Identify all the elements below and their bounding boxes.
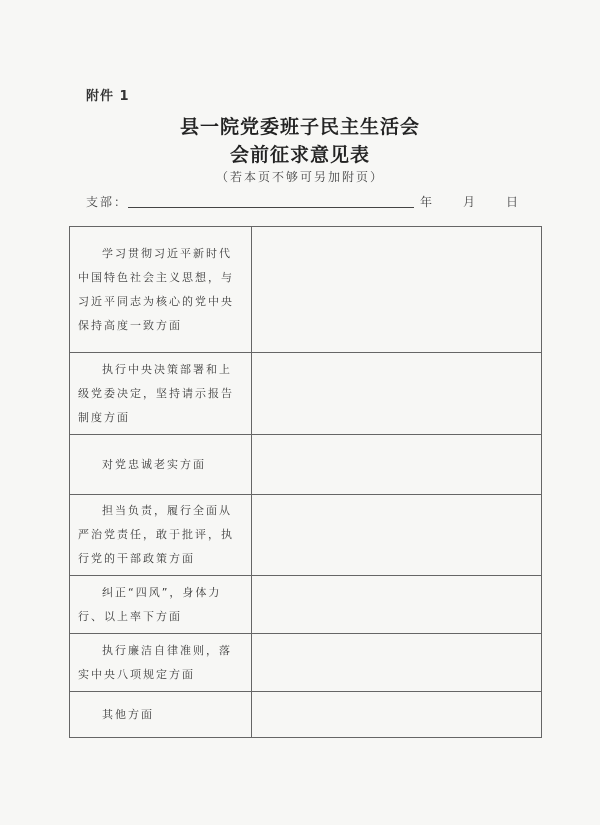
branch-label: 支部： xyxy=(86,195,129,209)
table-row xyxy=(70,692,542,738)
date-day-label: 日 xyxy=(506,195,519,209)
row-label: 执行中央决策部署和上级党委决定，坚持请示报告制度方面 xyxy=(70,353,252,435)
table-row xyxy=(70,227,542,353)
row-answer-cell[interactable] xyxy=(251,634,541,692)
date-month-label: 月 xyxy=(463,195,476,209)
date-year-label: 年 xyxy=(420,195,433,209)
page-subtitle: 会前征求意见表 xyxy=(229,144,370,166)
opinion-table xyxy=(69,226,542,738)
row-answer-cell[interactable] xyxy=(251,435,541,495)
attachment-label: 附件 1 xyxy=(86,89,130,104)
branch-input-line[interactable] xyxy=(128,207,414,208)
table-row xyxy=(70,353,542,435)
row-answer-cell[interactable] xyxy=(251,227,541,353)
row-label: 学习贯彻习近平新时代中国特色社会主义思想，与习近平同志为核心的党中央保持高度一致方面 xyxy=(70,227,252,353)
row-answer-cell[interactable] xyxy=(251,495,541,576)
table-row xyxy=(70,495,542,576)
table-row xyxy=(70,435,542,495)
row-label: 纠正“四风”，身体力行、以上率下方面 xyxy=(70,576,252,634)
row-answer-cell[interactable] xyxy=(251,353,541,435)
page-title: 县一院党委班子民主生活会 xyxy=(179,116,420,138)
page-note: （若本页不够可另加附页） xyxy=(215,170,384,184)
row-answer-cell[interactable] xyxy=(251,576,541,634)
row-label: 担当负责，履行全面从严治党责任，敢于批评，执行党的干部政策方面 xyxy=(70,495,252,576)
row-label: 其他方面 xyxy=(70,692,252,738)
table-row xyxy=(70,576,542,634)
branch-date-row xyxy=(86,193,526,213)
row-label: 对党忠诚老实方面 xyxy=(70,435,252,495)
table-row xyxy=(70,634,542,692)
row-label: 执行廉洁自律准则，落实中央八项规定方面 xyxy=(70,634,252,692)
row-answer-cell[interactable] xyxy=(251,692,541,738)
